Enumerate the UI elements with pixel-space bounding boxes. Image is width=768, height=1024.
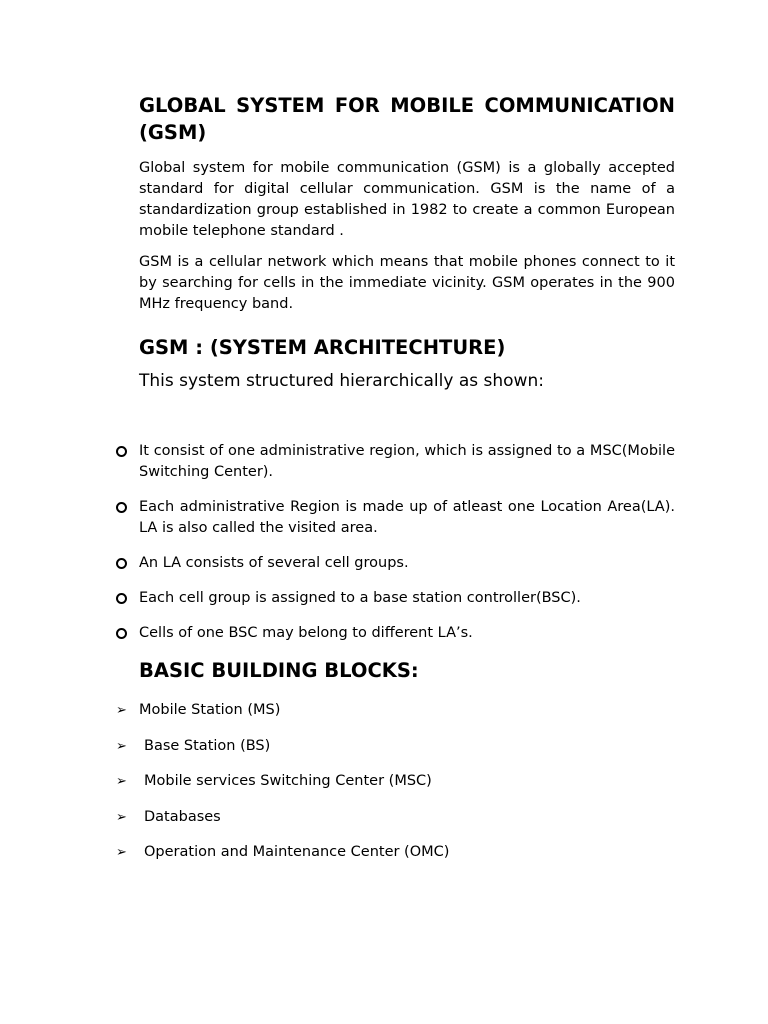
arrowhead-bullet-icon: ➢ — [116, 774, 127, 789]
document-title: GLOBAL SYSTEM FOR MOBILE COMMUNICATION (GSM) — [139, 94, 675, 144]
circle-bullet-icon — [116, 446, 127, 457]
arrowhead-bullet-icon: ➢ — [116, 845, 127, 860]
list-item — [116, 588, 675, 609]
circle-bullet-icon — [116, 593, 127, 604]
arrowhead-bullet-icon: ➢ — [116, 809, 127, 825]
list-item-text: Mobile services Switching Center (MSC) — [144, 773, 432, 789]
building-blocks-list — [116, 700, 675, 878]
architecture-heading: GSM : (SYSTEM ARCHITECHTURE) — [139, 336, 506, 359]
gsm-network-paragraph: GSM is a cellular network which means that mobile phones connect to it by searching for cells in the immediate vicinity. GSM operates in the 900 MHz frequency band. — [139, 254, 675, 312]
list-item-text: Each administrative Region is made up of atleast one Location Area(LA). LA is also called the visited area. — [139, 499, 675, 536]
list-item — [116, 623, 675, 644]
arrowhead-bullet-icon: ➢ — [116, 703, 127, 718]
circle-bullet-icon — [116, 628, 127, 639]
list-item — [116, 771, 675, 792]
list-item — [116, 700, 675, 721]
circle-bullet-icon — [116, 502, 127, 513]
list-item-text: Databases — [144, 808, 221, 825]
list-item — [116, 842, 675, 863]
gsm-definition-paragraph: Global system for mobile communication (GSM) is a globally accepted standard for digital cellular communication. GSM is the name of a standardization group established in 1982 to create a common European mobile telephone standard . — [139, 160, 675, 239]
arrowhead-bullet-icon: ➢ — [116, 738, 127, 754]
list-item-text: An LA consists of several cell groups. — [139, 555, 409, 571]
list-item — [116, 736, 675, 757]
list-item-text: It consist of one administrative region, which is assigned to a MSC(Mobile Switching Center). — [139, 443, 675, 480]
building-blocks-heading: BASIC BUILDING BLOCKS: — [139, 659, 419, 682]
list-item-text: Base Station (BS) — [144, 737, 271, 754]
architecture-points-list — [116, 441, 675, 658]
list-item-text: Each cell group is assigned to a base station controller(BSC). — [139, 590, 581, 606]
list-item-text: Cells of one BSC may belong to different LA’s. — [139, 625, 473, 641]
list-item — [116, 441, 675, 483]
list-item — [116, 553, 675, 574]
architecture-intro: This system structured hierarchically as shown: — [139, 371, 544, 391]
list-item-text: Operation and Maintenance Center (OMC) — [144, 844, 450, 860]
list-item-text: Mobile Station (MS) — [139, 702, 281, 718]
circle-bullet-icon — [116, 558, 127, 569]
list-item — [116, 807, 675, 828]
list-item — [116, 497, 675, 539]
document-body — [139, 92, 675, 393]
